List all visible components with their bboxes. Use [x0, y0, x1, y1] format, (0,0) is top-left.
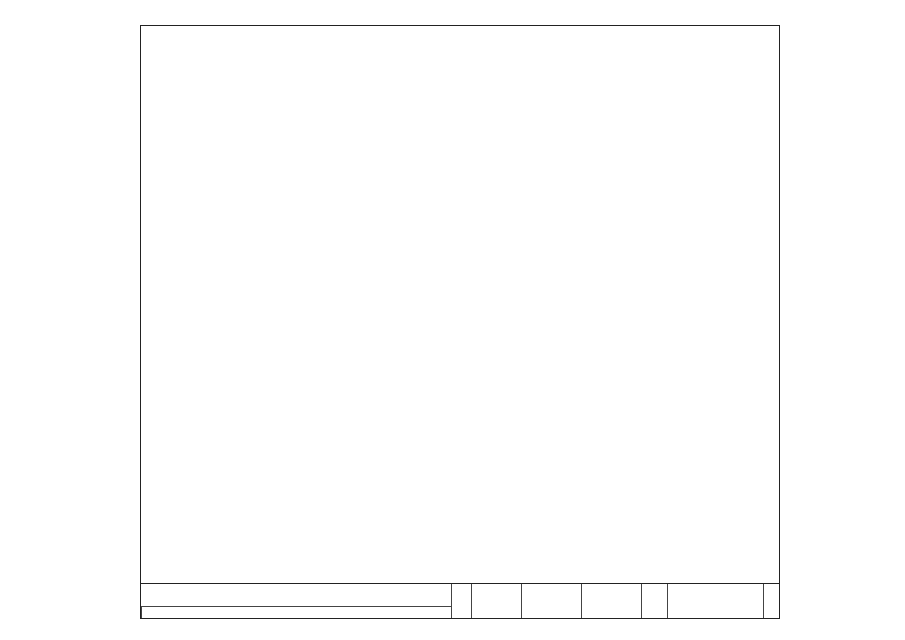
header-base: [451, 584, 471, 618]
header-unit: [641, 584, 667, 618]
data-table: [140, 25, 780, 619]
header-method: [581, 584, 641, 618]
table-header: [141, 583, 779, 618]
header-name: [667, 584, 763, 618]
header-source: [521, 584, 581, 618]
header-num: [763, 584, 779, 618]
header-years-title: [141, 606, 451, 618]
header-responsible: [471, 584, 521, 618]
